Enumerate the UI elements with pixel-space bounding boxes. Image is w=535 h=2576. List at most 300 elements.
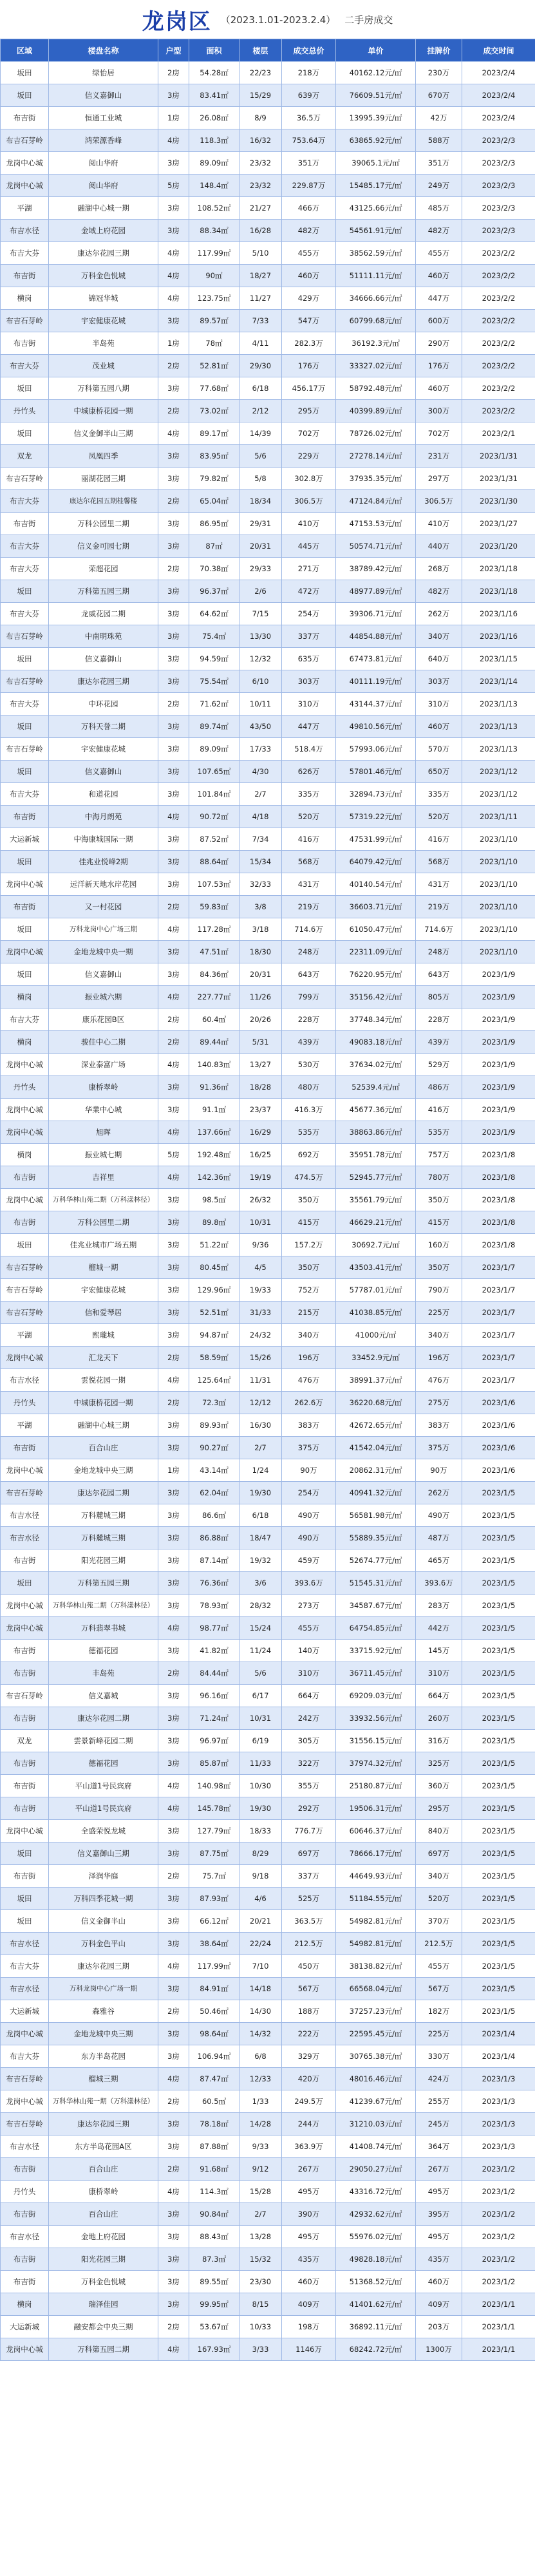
floor-cell: 2/7 xyxy=(239,783,282,806)
estate-cell: 中城康桥花园一期 xyxy=(49,400,158,422)
district-cell: 双龙 xyxy=(1,445,49,468)
floor-cell: 3/6 xyxy=(239,1572,282,1595)
district-cell: 布吉石芽岭 xyxy=(1,2113,49,2136)
unit-price-cell: 36892.11元/㎡ xyxy=(336,2316,416,2338)
area-cell: 89.8㎡ xyxy=(189,1211,239,1234)
deal-date-cell: 2023/2/2 xyxy=(462,310,535,332)
table-row xyxy=(1,1437,535,1459)
estate-cell: 宇宏健康花城 xyxy=(49,1279,158,1302)
unit-price-cell: 63865.92元/㎡ xyxy=(336,129,416,152)
district-cell: 布吉石芽岭 xyxy=(1,1256,49,1279)
layout-cell: 3房 xyxy=(158,603,189,625)
district-cell: 布吉水径 xyxy=(1,1933,49,1955)
table-row xyxy=(1,918,535,941)
deal-date-cell: 2023/1/1 xyxy=(462,2316,535,2338)
unit-price-cell: 38863.86元/㎡ xyxy=(336,1121,416,1144)
listing-price-cell: 714.6万 xyxy=(416,918,462,941)
listing-price-cell: 465万 xyxy=(416,1549,462,1572)
listing-price-cell: 290万 xyxy=(416,332,462,355)
unit-price-cell: 48977.89元/㎡ xyxy=(336,580,416,603)
district-cell: 布吉大芬 xyxy=(1,2045,49,2068)
unit-price-cell: 51111.11元/㎡ xyxy=(336,265,416,287)
floor-cell: 1/24 xyxy=(239,1459,282,1482)
total-price-cell: 752万 xyxy=(282,1279,336,1302)
area-cell: 87.88㎡ xyxy=(189,2136,239,2158)
table-row xyxy=(1,1324,535,1347)
layout-cell: 3房 xyxy=(158,941,189,963)
total-price-cell: 271万 xyxy=(282,558,336,580)
layout-cell: 2房 xyxy=(158,896,189,918)
unit-price-cell: 31210.03元/㎡ xyxy=(336,2113,416,2136)
deal-date-cell: 2023/1/12 xyxy=(462,761,535,783)
deal-date-cell: 2023/1/8 xyxy=(462,1144,535,1166)
listing-price-cell: 460万 xyxy=(416,265,462,287)
layout-cell: 3房 xyxy=(158,783,189,806)
total-price-cell: 363.5万 xyxy=(282,1910,336,1933)
district-cell: 布吉街 xyxy=(1,513,49,535)
area-cell: 26.08㎡ xyxy=(189,107,239,129)
listing-price-cell: 340万 xyxy=(416,1324,462,1347)
layout-cell: 4房 xyxy=(158,1121,189,1144)
deal-date-cell: 2023/1/1 xyxy=(462,2338,535,2361)
area-cell: 127.79㎡ xyxy=(189,1820,239,1842)
unit-price-cell: 51368.52元/㎡ xyxy=(336,2271,416,2293)
floor-cell: 29/30 xyxy=(239,355,282,377)
unit-price-cell: 58792.48元/㎡ xyxy=(336,377,416,400)
deal-date-cell: 2023/1/9 xyxy=(462,1121,535,1144)
floor-cell: 2/7 xyxy=(239,2203,282,2226)
estate-cell: 雲悦花园一期 xyxy=(49,1369,158,1392)
deal-date-cell: 2023/1/9 xyxy=(462,963,535,986)
layout-cell: 2房 xyxy=(158,693,189,715)
area-cell: 83.95㎡ xyxy=(189,445,239,468)
listing-price-cell: 182万 xyxy=(416,2000,462,2023)
area-cell: 84.91㎡ xyxy=(189,1978,239,2000)
unit-price-cell: 38138.82元/㎡ xyxy=(336,1955,416,1978)
total-price-cell: 530万 xyxy=(282,1054,336,1076)
deal-date-cell: 2023/1/2 xyxy=(462,2203,535,2226)
floor-cell: 6/8 xyxy=(239,2045,282,2068)
area-cell: 84.36㎡ xyxy=(189,963,239,986)
area-cell: 60.4㎡ xyxy=(189,1009,239,1031)
floor-cell: 20/31 xyxy=(239,535,282,558)
area-cell: 65.04㎡ xyxy=(189,490,239,513)
col-header-total-price: 成交总价 xyxy=(282,39,336,62)
unit-price-cell: 64079.42元/㎡ xyxy=(336,851,416,873)
area-cell: 47.51㎡ xyxy=(189,941,239,963)
deal-date-cell: 2023/1/3 xyxy=(462,2136,535,2158)
area-cell: 79.82㎡ xyxy=(189,468,239,490)
layout-cell: 3房 xyxy=(158,1595,189,1617)
area-cell: 71.24㎡ xyxy=(189,1707,239,1730)
table-row xyxy=(1,2090,535,2113)
deal-date-cell: 2023/2/2 xyxy=(462,400,535,422)
estate-cell: 信义金御半山三期 xyxy=(49,422,158,445)
total-price-cell: 445万 xyxy=(282,535,336,558)
table-row xyxy=(1,1662,535,1685)
deal-date-cell: 2023/1/5 xyxy=(462,1707,535,1730)
unit-price-cell: 33715.92元/㎡ xyxy=(336,1640,416,1662)
deal-date-cell: 2023/2/3 xyxy=(462,152,535,175)
area-cell: 145.78㎡ xyxy=(189,1797,239,1820)
listing-price-cell: 350万 xyxy=(416,1189,462,1211)
area-cell: 88.43㎡ xyxy=(189,2226,239,2248)
area-cell: 77.68㎡ xyxy=(189,377,239,400)
area-cell: 43.14㎡ xyxy=(189,1459,239,1482)
table-row xyxy=(1,986,535,1009)
district-cell: 布吉水径 xyxy=(1,1504,49,1527)
unit-price-cell: 55889.35元/㎡ xyxy=(336,1527,416,1549)
floor-cell: 18/34 xyxy=(239,490,282,513)
unit-price-cell: 52945.77元/㎡ xyxy=(336,1166,416,1189)
layout-cell: 4房 xyxy=(158,287,189,310)
total-price-cell: 455万 xyxy=(282,242,336,265)
total-price-cell: 431万 xyxy=(282,873,336,896)
estate-cell: 东方半岛花园 xyxy=(49,2045,158,2068)
listing-price-cell: 570万 xyxy=(416,738,462,761)
floor-cell: 4/18 xyxy=(239,806,282,828)
deal-date-cell: 2023/1/5 xyxy=(462,1752,535,1775)
area-cell: 192.48㎡ xyxy=(189,1144,239,1166)
deal-date-cell: 2023/1/10 xyxy=(462,918,535,941)
layout-cell: 3房 xyxy=(158,738,189,761)
area-cell: 98.77㎡ xyxy=(189,1617,239,1640)
district-cell: 龙岗中心城 xyxy=(1,175,49,197)
table-row xyxy=(1,2158,535,2181)
listing-price-cell: 245万 xyxy=(416,2113,462,2136)
table-row xyxy=(1,558,535,580)
district-cell: 双龙 xyxy=(1,1730,49,1752)
total-price-cell: 335万 xyxy=(282,783,336,806)
listing-price-cell: 840万 xyxy=(416,1820,462,1842)
deal-date-cell: 2023/1/27 xyxy=(462,513,535,535)
floor-cell: 15/34 xyxy=(239,851,282,873)
area-cell: 59.83㎡ xyxy=(189,896,239,918)
deal-date-cell: 2023/1/5 xyxy=(462,1617,535,1640)
deal-date-cell: 2023/2/2 xyxy=(462,355,535,377)
area-cell: 80.45㎡ xyxy=(189,1256,239,1279)
total-price-cell: 90万 xyxy=(282,1459,336,1482)
deal-date-cell: 2023/1/5 xyxy=(462,1572,535,1595)
deal-date-cell: 2023/1/7 xyxy=(462,1279,535,1302)
layout-cell: 4房 xyxy=(158,129,189,152)
unit-price-cell: 40399.89元/㎡ xyxy=(336,400,416,422)
district-cell: 布吉水径 xyxy=(1,1527,49,1549)
area-cell: 90㎡ xyxy=(189,265,239,287)
total-price-cell: 295万 xyxy=(282,400,336,422)
total-price-cell: 351万 xyxy=(282,152,336,175)
floor-cell: 1/33 xyxy=(239,2090,282,2113)
listing-price-cell: 219万 xyxy=(416,896,462,918)
unit-price-cell: 76220.95元/㎡ xyxy=(336,963,416,986)
estate-cell: 康达尔花园三期 xyxy=(49,2113,158,2136)
floor-cell: 7/10 xyxy=(239,1955,282,1978)
floor-cell: 4/30 xyxy=(239,761,282,783)
area-cell: 89.93㎡ xyxy=(189,1414,239,1437)
district-cell: 布吉街 xyxy=(1,1640,49,1662)
listing-price-cell: 460万 xyxy=(416,377,462,400)
area-cell: 142.36㎡ xyxy=(189,1166,239,1189)
district-cell: 大运新城 xyxy=(1,2316,49,2338)
listing-price-cell: 460万 xyxy=(416,715,462,738)
area-cell: 118.3㎡ xyxy=(189,129,239,152)
area-cell: 99.95㎡ xyxy=(189,2293,239,2316)
floor-cell: 4/11 xyxy=(239,332,282,355)
area-cell: 117.28㎡ xyxy=(189,918,239,941)
district-cell: 布吉街 xyxy=(1,1707,49,1730)
layout-cell: 2房 xyxy=(158,1662,189,1685)
total-price-cell: 567万 xyxy=(282,1978,336,2000)
floor-cell: 20/31 xyxy=(239,963,282,986)
unit-price-cell: 54982.81元/㎡ xyxy=(336,1910,416,1933)
floor-cell: 14/30 xyxy=(239,2000,282,2023)
deal-date-cell: 2023/2/3 xyxy=(462,129,535,152)
unit-price-cell: 34587.67元/㎡ xyxy=(336,1595,416,1617)
unit-price-cell: 37748.34元/㎡ xyxy=(336,1009,416,1031)
estate-cell: 万科华林山苑二期（万科漾林径） xyxy=(49,1595,158,1617)
district-cell: 龙岗中心城 xyxy=(1,873,49,896)
floor-cell: 3/8 xyxy=(239,896,282,918)
listing-price-cell: 415万 xyxy=(416,1211,462,1234)
deal-date-cell: 2023/1/5 xyxy=(462,1955,535,1978)
layout-cell: 3房 xyxy=(158,1685,189,1707)
listing-price-cell: 248万 xyxy=(416,941,462,963)
unit-price-cell: 78666.17元/㎡ xyxy=(336,1842,416,1865)
floor-cell: 6/17 xyxy=(239,1685,282,1707)
estate-cell: 信义嘉御山 xyxy=(49,648,158,670)
estate-cell: 全盛荣悦龙城 xyxy=(49,1820,158,1842)
estate-cell: 融湖中心城一期 xyxy=(49,197,158,220)
area-cell: 87.47㎡ xyxy=(189,2068,239,2090)
floor-cell: 6/19 xyxy=(239,1730,282,1752)
district-cell: 龙岗中心城 xyxy=(1,1595,49,1617)
listing-price-cell: 42万 xyxy=(416,107,462,129)
total-price-cell: 714.6万 xyxy=(282,918,336,941)
listing-price-cell: 316万 xyxy=(416,1730,462,1752)
listing-price-cell: 588万 xyxy=(416,129,462,152)
floor-cell: 22/23 xyxy=(239,62,282,84)
layout-cell: 3房 xyxy=(158,2045,189,2068)
table-row xyxy=(1,1572,535,1595)
table-row xyxy=(1,1031,535,1054)
listing-price-cell: 1300万 xyxy=(416,2338,462,2361)
page-subtitle: 二手房成交 xyxy=(344,14,393,26)
estate-cell: 万科龙岗中心广场一期 xyxy=(49,1978,158,2000)
layout-cell: 2房 xyxy=(158,355,189,377)
table-row xyxy=(1,355,535,377)
floor-cell: 7/34 xyxy=(239,828,282,851)
estate-cell: 信义嘉御山三期 xyxy=(49,1842,158,1865)
unit-price-cell: 76609.51元/㎡ xyxy=(336,84,416,107)
district-cell: 平湖 xyxy=(1,1324,49,1347)
estate-cell: 阳光花园三期 xyxy=(49,2248,158,2271)
deal-date-cell: 2023/1/18 xyxy=(462,580,535,603)
area-cell: 96.97㎡ xyxy=(189,1730,239,1752)
floor-cell: 11/26 xyxy=(239,986,282,1009)
listing-price-cell: 757万 xyxy=(416,1144,462,1166)
district-cell: 布吉大芬 xyxy=(1,603,49,625)
estate-cell: 龙威花园二期 xyxy=(49,603,158,625)
floor-cell: 23/37 xyxy=(239,1099,282,1121)
floor-cell: 15/28 xyxy=(239,2181,282,2203)
listing-price-cell: 410万 xyxy=(416,513,462,535)
total-price-cell: 310万 xyxy=(282,1662,336,1685)
deal-date-cell: 2023/2/4 xyxy=(462,84,535,107)
total-price-cell: 474.5万 xyxy=(282,1166,336,1189)
unit-price-cell: 41408.74元/㎡ xyxy=(336,2136,416,2158)
floor-cell: 14/18 xyxy=(239,1978,282,2000)
estate-cell: 康达尔花园三期 xyxy=(49,1955,158,1978)
deal-date-cell: 2023/1/5 xyxy=(462,1888,535,1910)
floor-cell: 11/31 xyxy=(239,1369,282,1392)
unit-price-cell: 35156.42元/㎡ xyxy=(336,986,416,1009)
deal-date-cell: 2023/1/4 xyxy=(462,2023,535,2045)
floor-cell: 31/33 xyxy=(239,1302,282,1324)
layout-cell: 3房 xyxy=(158,1752,189,1775)
table-row xyxy=(1,738,535,761)
area-cell: 87.93㎡ xyxy=(189,1888,239,1910)
floor-cell: 16/29 xyxy=(239,1121,282,1144)
unit-price-cell: 64754.85元/㎡ xyxy=(336,1617,416,1640)
total-price-cell: 248万 xyxy=(282,941,336,963)
col-header-deal-date: 成交时间 xyxy=(462,39,535,62)
table-row xyxy=(1,1121,535,1144)
unit-price-cell: 42932.62元/㎡ xyxy=(336,2203,416,2226)
area-cell: 125.64㎡ xyxy=(189,1369,239,1392)
area-cell: 52.51㎡ xyxy=(189,1302,239,1324)
layout-cell: 3房 xyxy=(158,1842,189,1865)
estate-cell: 信义嘉御山 xyxy=(49,84,158,107)
area-cell: 54.28㎡ xyxy=(189,62,239,84)
district-cell: 坂田 xyxy=(1,918,49,941)
area-cell: 90.27㎡ xyxy=(189,1437,239,1459)
layout-cell: 1房 xyxy=(158,332,189,355)
listing-price-cell: 476万 xyxy=(416,1369,462,1392)
layout-cell: 4房 xyxy=(158,2338,189,2361)
table-row xyxy=(1,851,535,873)
listing-price-cell: 255万 xyxy=(416,2090,462,2113)
total-price-cell: 409万 xyxy=(282,2293,336,2316)
area-cell: 78.18㎡ xyxy=(189,2113,239,2136)
layout-cell: 3房 xyxy=(158,197,189,220)
listing-price-cell: 375万 xyxy=(416,1437,462,1459)
deal-date-cell: 2023/1/12 xyxy=(462,783,535,806)
district-cell: 布吉街 xyxy=(1,1166,49,1189)
total-price-cell: 420万 xyxy=(282,2068,336,2090)
district-cell: 平湖 xyxy=(1,197,49,220)
floor-cell: 6/18 xyxy=(239,1504,282,1527)
district-cell: 坂田 xyxy=(1,1910,49,1933)
table-row xyxy=(1,1414,535,1437)
area-cell: 71.62㎡ xyxy=(189,693,239,715)
deal-date-cell: 2023/1/1 xyxy=(462,2293,535,2316)
area-cell: 75.4㎡ xyxy=(189,625,239,648)
table-row xyxy=(1,1888,535,1910)
estate-cell: 万科公园里二期 xyxy=(49,1211,158,1234)
layout-cell: 4房 xyxy=(158,1797,189,1820)
unit-price-cell: 43503.41元/㎡ xyxy=(336,1256,416,1279)
table-row xyxy=(1,422,535,445)
area-cell: 84.44㎡ xyxy=(189,1662,239,1685)
total-price-cell: 363.9万 xyxy=(282,2136,336,2158)
total-price-cell: 140万 xyxy=(282,1640,336,1662)
area-cell: 89.17㎡ xyxy=(189,422,239,445)
listing-price-cell: 520万 xyxy=(416,1888,462,1910)
listing-price-cell: 295万 xyxy=(416,1797,462,1820)
layout-cell: 3房 xyxy=(158,535,189,558)
unit-price-cell: 52674.77元/㎡ xyxy=(336,1549,416,1572)
listing-price-cell: 790万 xyxy=(416,1279,462,1302)
deal-date-cell: 2023/2/3 xyxy=(462,197,535,220)
unit-price-cell: 37974.32元/㎡ xyxy=(336,1752,416,1775)
layout-cell: 3房 xyxy=(158,1730,189,1752)
layout-cell: 3房 xyxy=(158,1572,189,1595)
district-cell: 布吉石芽岭 xyxy=(1,670,49,693)
table-row xyxy=(1,2293,535,2316)
estate-cell: 榴城三期 xyxy=(49,2068,158,2090)
layout-cell: 3房 xyxy=(158,625,189,648)
area-cell: 101.84㎡ xyxy=(189,783,239,806)
floor-cell: 4/6 xyxy=(239,1888,282,1910)
total-price-cell: 350万 xyxy=(282,1256,336,1279)
deal-date-cell: 2023/1/10 xyxy=(462,828,535,851)
district-cell: 布吉街 xyxy=(1,1662,49,1685)
area-cell: 117.99㎡ xyxy=(189,242,239,265)
deal-date-cell: 2023/1/30 xyxy=(462,490,535,513)
floor-cell: 23/32 xyxy=(239,175,282,197)
table-row xyxy=(1,2113,535,2136)
listing-price-cell: 225万 xyxy=(416,1302,462,1324)
floor-cell: 5/6 xyxy=(239,1662,282,1685)
estate-cell: 金域上府花园 xyxy=(49,220,158,242)
estate-cell: 百合山庄 xyxy=(49,1437,158,1459)
total-price-cell: 390万 xyxy=(282,2203,336,2226)
deal-date-cell: 2023/1/2 xyxy=(462,2158,535,2181)
layout-cell: 2房 xyxy=(158,2000,189,2023)
total-price-cell: 799万 xyxy=(282,986,336,1009)
deal-date-cell: 2023/1/10 xyxy=(462,873,535,896)
unit-price-cell: 40111.19元/㎡ xyxy=(336,670,416,693)
district-cell: 大运新城 xyxy=(1,828,49,851)
unit-price-cell: 37935.35元/㎡ xyxy=(336,468,416,490)
district-cell: 坂田 xyxy=(1,851,49,873)
floor-cell: 16/30 xyxy=(239,1414,282,1437)
layout-cell: 3房 xyxy=(158,1437,189,1459)
total-price-cell: 490万 xyxy=(282,1527,336,1549)
listing-price-cell: 650万 xyxy=(416,761,462,783)
listing-price-cell: 228万 xyxy=(416,1009,462,1031)
floor-cell: 19/33 xyxy=(239,1279,282,1302)
total-price-cell: 476万 xyxy=(282,1369,336,1392)
total-price-cell: 416万 xyxy=(282,828,336,851)
listing-price-cell: 231万 xyxy=(416,445,462,468)
listing-price-cell: 442万 xyxy=(416,1617,462,1640)
table-row xyxy=(1,220,535,242)
layout-cell: 3房 xyxy=(158,1707,189,1730)
listing-price-cell: 482万 xyxy=(416,220,462,242)
listing-price-cell: 670万 xyxy=(416,84,462,107)
table-row xyxy=(1,1775,535,1797)
table-row xyxy=(1,1166,535,1189)
total-price-cell: 753.64万 xyxy=(282,129,336,152)
unit-price-cell: 38562.59元/㎡ xyxy=(336,242,416,265)
floor-cell: 11/24 xyxy=(239,1640,282,1662)
layout-cell: 2房 xyxy=(158,1347,189,1369)
district-cell: 布吉街 xyxy=(1,107,49,129)
unit-price-cell: 52539.4元/㎡ xyxy=(336,1076,416,1099)
deal-date-cell: 2023/1/14 xyxy=(462,670,535,693)
layout-cell: 3房 xyxy=(158,1933,189,1955)
